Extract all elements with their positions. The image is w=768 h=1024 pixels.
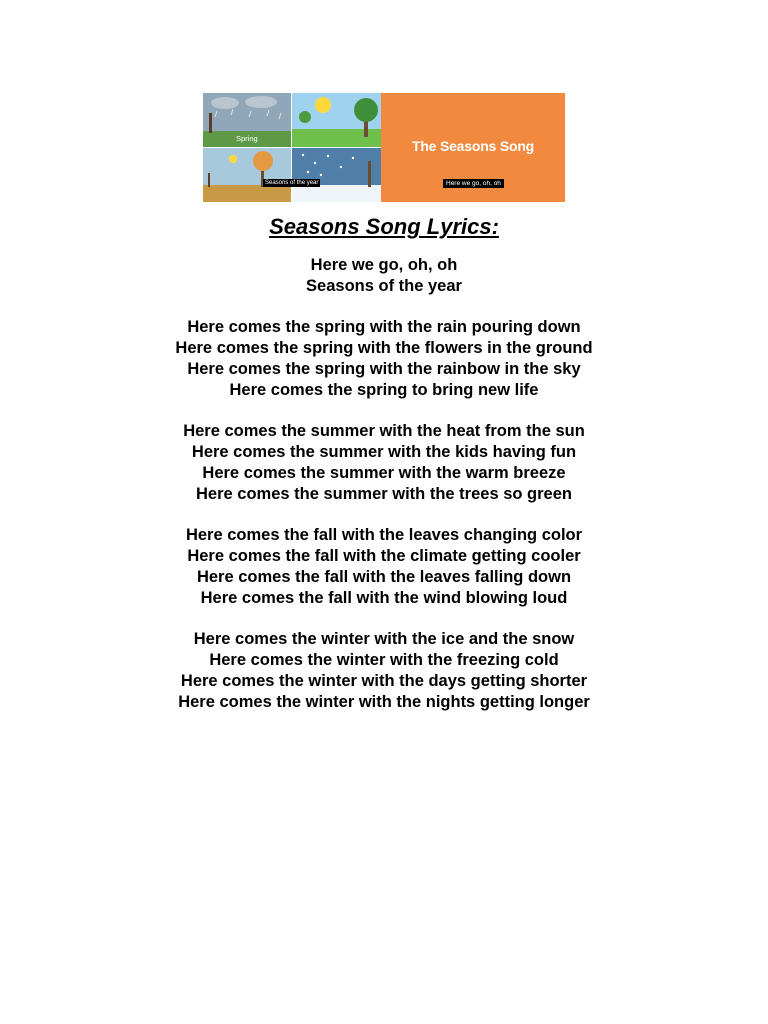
lyric-line: Here comes the winter with the freezing cold	[209, 651, 559, 670]
seasons-song-banner	[203, 93, 565, 202]
lyric-line: Here comes the summer with the heat from the sun	[183, 422, 585, 441]
lyric-line: Here comes the winter with the days getting shorter	[180, 671, 588, 690]
lyric-line: Seasons of the year	[306, 276, 462, 295]
banner-caption: Here we go, oh, oh	[443, 179, 504, 188]
lyric-line: Here comes the fall with the wind blowing loud	[200, 588, 568, 607]
lyric-line: Here comes the spring with the flowers in the ground	[175, 339, 593, 358]
stanza-winter	[0, 629, 768, 712]
lyric-line: Here comes the summer with the kids having fun	[191, 443, 577, 462]
lyric-line: Here comes the spring to bring new life	[229, 380, 539, 399]
spring-label: Spring	[236, 134, 258, 143]
stanza-intro	[0, 255, 768, 297]
stanza-fall	[0, 525, 768, 608]
lyric-line: Here we go, oh, oh	[310, 256, 458, 274]
stanza-summer	[0, 421, 768, 504]
stanza-spring	[0, 317, 768, 400]
lyric-line: Here comes the fall with the leaves changing color	[185, 526, 583, 545]
lyric-line: Here comes the winter with the ice and the snow	[193, 630, 575, 649]
lyric-line: Here comes the spring with the rainbow in the sky	[187, 359, 581, 378]
lyric-line: Here comes the winter with the nights getting longer	[178, 692, 590, 711]
lyric-line: Here comes the summer with the warm breeze	[202, 463, 566, 482]
document-title: Seasons Song Lyrics:	[269, 214, 499, 239]
lyric-line: Here comes the spring with the rain pouring down	[187, 318, 581, 337]
banner-title-panel	[381, 93, 565, 202]
banner-title: The Seasons Song	[411, 138, 535, 154]
lyric-line: Here comes the fall with the climate getting cooler	[187, 547, 581, 566]
lyric-line: Here comes the fall with the leaves falling down	[196, 567, 572, 586]
lyrics	[0, 255, 768, 733]
lyric-line: Here comes the summer with the trees so green	[196, 484, 572, 503]
art-caption: Seasons of the year	[265, 180, 319, 186]
